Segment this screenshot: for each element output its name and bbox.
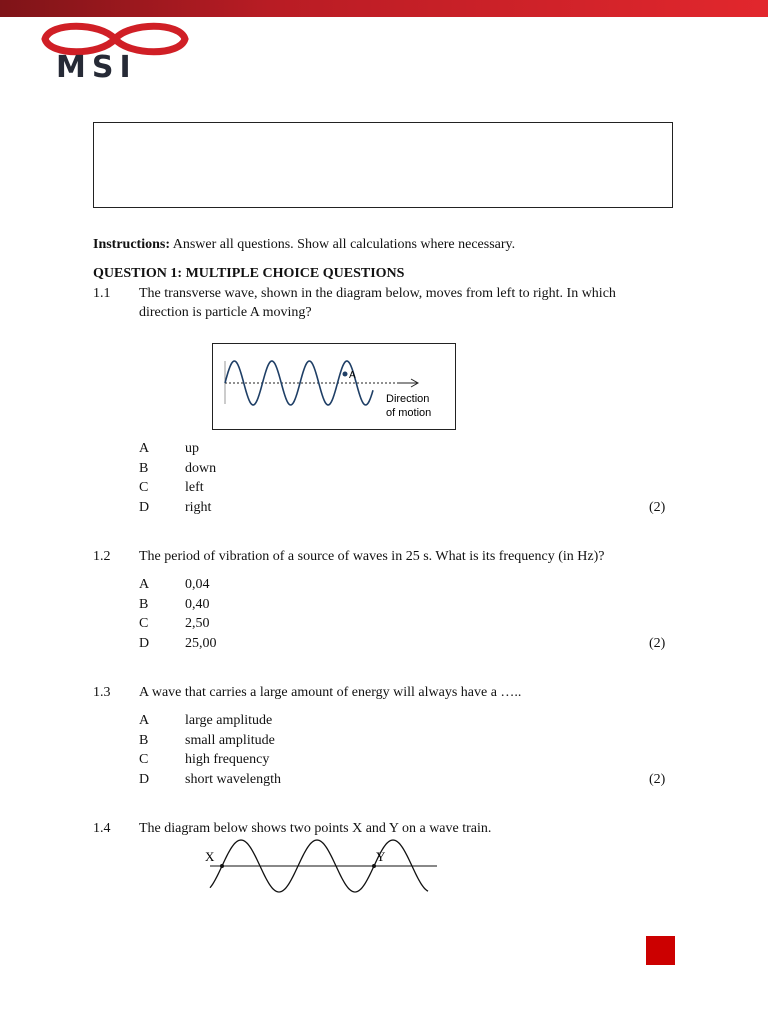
option-text: 25,00 bbox=[185, 636, 217, 652]
option-text: short wavelength bbox=[185, 772, 282, 788]
option-text: 2,50 bbox=[185, 616, 210, 632]
point-x-label: X bbox=[205, 849, 215, 864]
instructions-text: Answer all questions. Show all calculations where necessary. bbox=[172, 237, 516, 252]
option-text: large amplitude bbox=[185, 713, 273, 728]
question-number: 1.3 bbox=[93, 685, 111, 700]
question-text: direction is particle A moving? bbox=[139, 305, 312, 320]
option-letter: D bbox=[139, 772, 150, 788]
marks-label: (2) bbox=[649, 500, 666, 516]
name-box bbox=[93, 122, 673, 208]
option-letter: B bbox=[139, 460, 149, 476]
option-text: high frequency bbox=[185, 752, 270, 768]
option-letter: C bbox=[139, 752, 149, 768]
option-text: 0,40 bbox=[185, 596, 210, 612]
option-letter: A bbox=[139, 441, 150, 456]
instructions-label: Instructions: bbox=[93, 237, 171, 252]
option-text: up bbox=[185, 441, 199, 456]
option-letter: B bbox=[139, 596, 149, 612]
point-y-label: Y bbox=[376, 849, 386, 864]
logo-text: MSI bbox=[56, 50, 137, 85]
wave-train-diagram bbox=[200, 835, 440, 900]
option-text: left bbox=[185, 480, 204, 496]
question-number: 1.2 bbox=[93, 549, 111, 564]
logo-glyph: √x bbox=[148, 33, 162, 46]
particle-a-label: A bbox=[349, 370, 356, 381]
question-text: The transverse wave, shown in the diagram below, moves from left to right. In which bbox=[139, 286, 616, 301]
question-text: The period of vibration of a source of waves in 25 s. What is its frequency (in Hz)? bbox=[139, 549, 605, 564]
marks-label: (2) bbox=[649, 636, 666, 652]
point-y bbox=[372, 864, 376, 868]
top-red-banner bbox=[0, 0, 768, 17]
question-number: 1.1 bbox=[93, 286, 111, 301]
section-title: QUESTION 1: MULTIPLE CHOICE QUESTIONS bbox=[93, 266, 405, 281]
option-letter: D bbox=[139, 636, 150, 652]
question-number: 1.4 bbox=[93, 821, 111, 836]
corner-square bbox=[646, 936, 675, 965]
option-letter: D bbox=[139, 500, 150, 516]
option-text: 0,04 bbox=[185, 577, 210, 592]
option-letter: A bbox=[139, 577, 150, 592]
option-letter: C bbox=[139, 480, 149, 496]
question-text: The diagram below shows two points X and Y on a wave train. bbox=[139, 821, 492, 836]
instructions bbox=[93, 236, 515, 254]
option-text: down bbox=[185, 460, 217, 476]
marks-label: (2) bbox=[649, 772, 666, 788]
option-letter: C bbox=[139, 616, 149, 632]
option-letter: A bbox=[139, 713, 150, 728]
point-x bbox=[220, 864, 224, 868]
option-letter: B bbox=[139, 732, 149, 748]
direction-caption: Direction bbox=[386, 393, 430, 405]
question-text: A wave that carries a large amount of energy will always have a ….. bbox=[139, 685, 522, 700]
particle-a bbox=[343, 372, 348, 377]
option-text: small amplitude bbox=[185, 732, 275, 748]
option-text: right bbox=[185, 500, 212, 516]
direction-caption: of motion bbox=[386, 407, 432, 419]
wave-diagram bbox=[212, 343, 456, 430]
